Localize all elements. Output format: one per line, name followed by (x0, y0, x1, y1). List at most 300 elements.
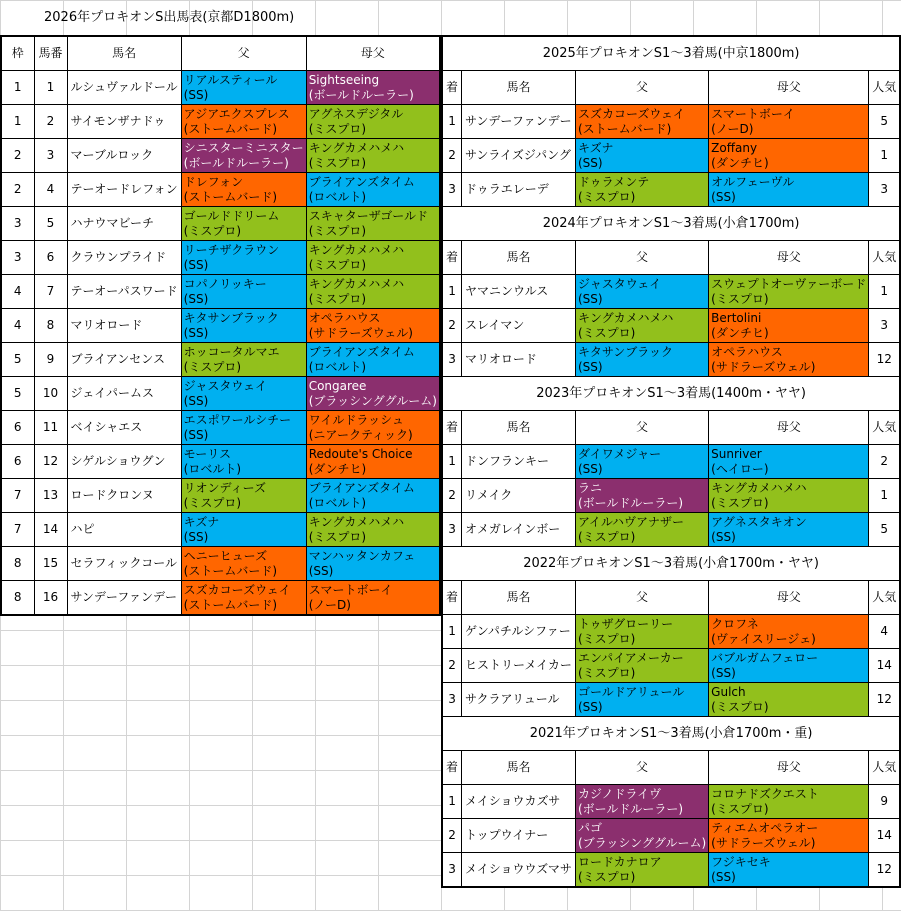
damsire-cell-name: バブルガムフェロー (711, 650, 819, 665)
damsire-cell-line: (ミスプロ) (711, 495, 769, 510)
sire-cell-line: (ボールドルーラー) (577, 801, 684, 816)
header-popularity: 人気 (869, 71, 901, 105)
umaban-cell: 11 (34, 411, 67, 445)
damsire-cell-name: コロナドズクエスト (711, 786, 819, 801)
horse-name-cell: マリオロード (67, 309, 181, 343)
header-sire: 父 (575, 241, 708, 275)
sire-cell-name: ゴールドアリュール (577, 684, 685, 699)
waku-cell: 8 (1, 581, 34, 616)
page-title: 2026年プロキオンS出馬表(京都D1800m) (44, 10, 295, 25)
damsire-cell (709, 785, 869, 819)
popularity-cell: 9 (869, 785, 901, 819)
sire-cell-line: (ボールドルーラー) (577, 495, 684, 510)
results-header-row (442, 751, 900, 785)
damsire-cell (306, 173, 440, 207)
horse-name-cell: ハピ (67, 513, 181, 547)
header-popularity: 人気 (869, 751, 901, 785)
table-row (442, 649, 900, 683)
sire-cell-line: (ボールドルーラー) (183, 155, 289, 170)
damsire-cell (709, 173, 869, 207)
damsire-cell-line: (SS) (711, 529, 736, 544)
waku-cell: 6 (1, 445, 34, 479)
damsire-cell-line: (サドラーズウェル) (711, 359, 816, 374)
damsire-cell-line: (ヴァイスリージェ) (711, 631, 816, 646)
horse-name-cell: サクラアリュール (462, 683, 576, 717)
sire-cell-name: ダイワメジャー (577, 446, 662, 461)
sire-cell-line: (ミスプロ) (183, 495, 242, 510)
sire-cell-name: ジャスタウェイ (183, 378, 267, 393)
race-title-row (442, 377, 900, 411)
damsire-cell-name: Redoute's Choice (308, 446, 413, 461)
sire-cell (575, 173, 708, 207)
umaban-cell: 13 (34, 479, 67, 513)
sire-cell-name: トゥザグローリー (577, 616, 674, 631)
sire-cell-line: (SS) (183, 87, 209, 102)
damsire-cell (709, 615, 869, 649)
table-row (1, 241, 440, 275)
results-header-row (442, 411, 900, 445)
damsire-cell-name: アグネスタキオン (711, 514, 807, 529)
damsire-cell-name: フジキセキ (711, 854, 771, 869)
damsire-cell (306, 343, 440, 377)
header-rank: 着 (442, 241, 462, 275)
damsire-cell (306, 105, 440, 139)
damsire-cell (709, 105, 869, 139)
umaban-cell: 9 (34, 343, 67, 377)
sire-cell (181, 241, 306, 275)
damsire-cell-line: (サドラーズウェル) (711, 835, 816, 850)
header-damsire: 母父 (709, 71, 869, 105)
sire-cell-name: スズカコーズウェイ (183, 582, 291, 597)
popularity-cell: 1 (869, 479, 901, 513)
popularity-cell: 3 (869, 173, 901, 207)
sire-cell (181, 71, 306, 105)
header-name: 馬名 (462, 581, 576, 615)
table-row (1, 343, 440, 377)
table-row (1, 445, 440, 479)
horse-name-cell: ヒストリーメイカー (462, 649, 576, 683)
umaban-cell: 10 (34, 377, 67, 411)
rank-cell: 3 (442, 853, 462, 888)
sire-cell-name: アジアエクスプレス (183, 106, 290, 121)
damsire-cell-name: ブライアンズタイム (308, 174, 415, 189)
table-row (442, 615, 900, 649)
sire-cell-line: (ストームバード) (183, 597, 278, 612)
sire-cell-line: (ストームバード) (183, 189, 278, 204)
umaban-cell: 14 (34, 513, 67, 547)
header-damsire: 母父 (709, 241, 869, 275)
sire-cell (575, 853, 708, 888)
popularity-cell: 2 (869, 445, 901, 479)
damsire-cell-line: (ボールドルーラー) (308, 87, 414, 102)
horse-name-cell: リメイク (462, 479, 576, 513)
sire-cell-name: パゴ (577, 820, 602, 835)
sire-cell-name: モーリス (183, 446, 231, 461)
sire-cell-name: エスポワールシチー (183, 412, 292, 427)
header-umaban: 馬番 (34, 36, 67, 71)
sire-cell (181, 309, 306, 343)
damsire-cell (709, 343, 869, 377)
damsire-cell-name: オペラハウス (308, 310, 381, 325)
damsire-cell-name: アグネスデジタル (308, 106, 404, 121)
header-sire: 父 (575, 71, 708, 105)
sire-cell-name: カジノドライヴ (577, 786, 662, 801)
sire-cell-line: (ブラッシンググルーム) (577, 835, 707, 850)
table-row (442, 309, 900, 343)
damsire-cell-line: (ダンチヒ) (308, 461, 367, 476)
damsire-cell-name: ワイルドラッシュ (308, 412, 404, 427)
damsire-cell-line: (SS) (308, 563, 334, 578)
sire-cell-name: ゴールドドリーム (183, 208, 280, 223)
horse-name-cell: ゲンパチルシファー (462, 615, 576, 649)
race-title: 2023年プロキオンS1～3着馬(1400m・ヤヤ) (442, 377, 900, 411)
table-row (442, 445, 900, 479)
sire-cell (181, 581, 306, 616)
popularity-cell: 14 (869, 649, 901, 683)
header-damsire: 母父 (709, 411, 869, 445)
umaban-cell: 12 (34, 445, 67, 479)
damsire-cell-name: オペラハウス (711, 344, 783, 359)
rank-cell: 3 (442, 513, 462, 547)
sire-cell-line: (ミスプロ) (577, 665, 636, 680)
damsire-cell-line: (ミスプロ) (711, 699, 769, 714)
damsire-cell-line: (ノーD) (711, 121, 754, 136)
horse-name-cell: オメガレインボー (462, 513, 576, 547)
horse-name-cell: ブライアンセンス (67, 343, 181, 377)
damsire-cell (306, 241, 440, 275)
sire-cell-name: ドゥラメンテ (577, 174, 650, 189)
sire-cell-name: キタサンブラック (577, 344, 673, 359)
damsire-cell-name: クロフネ (711, 616, 759, 631)
sire-cell-line: (ストームバード) (577, 121, 672, 136)
damsire-cell (306, 207, 440, 241)
sire-cell (575, 513, 708, 547)
popularity-cell: 12 (869, 683, 901, 717)
rank-cell: 1 (442, 105, 462, 139)
race-title: 2024年プロキオンS1～3着馬(小倉1700m) (442, 207, 900, 241)
rank-cell: 1 (442, 445, 462, 479)
damsire-cell-name: マンハッタンカフェ (308, 548, 416, 563)
table-row (442, 275, 900, 309)
rank-cell: 2 (442, 819, 462, 853)
damsire-cell-name: スキャターザゴールド (308, 208, 428, 223)
damsire-cell-line: (ロベルト) (308, 359, 367, 374)
horse-name-cell: ヤマニンウルス (462, 275, 576, 309)
sire-cell (181, 479, 306, 513)
horse-name-cell: メイショウウズマサ (462, 853, 576, 888)
rank-cell: 1 (442, 785, 462, 819)
table-row (1, 139, 440, 173)
sire-cell-name: ロードカナロア (577, 854, 662, 869)
rank-cell: 3 (442, 683, 462, 717)
horse-name-cell: シゲルショウグン (67, 445, 181, 479)
rank-cell: 2 (442, 479, 462, 513)
damsire-cell (306, 309, 440, 343)
sire-cell (575, 819, 708, 853)
header-name: 馬名 (462, 241, 576, 275)
sire-cell (575, 343, 708, 377)
horse-name-cell: サンデーファンデー (462, 105, 576, 139)
damsire-cell-line: (ヘイロー) (711, 461, 769, 476)
damsire-cell-line: (SS) (711, 869, 736, 884)
horse-name-cell: サンライズジパング (462, 139, 576, 173)
horse-name-cell: ハナウマビーチ (67, 207, 181, 241)
results-header-row (442, 241, 900, 275)
horse-name-cell: テーオードレフォン (67, 173, 181, 207)
sire-cell-line: (ミスプロ) (183, 359, 242, 374)
sire-cell-line: (SS) (577, 461, 603, 476)
waku-cell: 7 (1, 513, 34, 547)
damsire-cell-name: ティエムオペラオー (711, 820, 819, 835)
table-row (442, 105, 900, 139)
sire-cell-name: キズナ (577, 140, 614, 155)
damsire-cell-line: (ダンチヒ) (711, 155, 769, 170)
sire-cell (181, 547, 306, 581)
sire-cell-name: ジャスタウェイ (577, 276, 662, 291)
umaban-cell: 7 (34, 275, 67, 309)
horse-name-cell: ロードクロンヌ (67, 479, 181, 513)
sire-cell-name: キズナ (183, 514, 220, 529)
damsire-cell (709, 513, 869, 547)
waku-cell: 7 (1, 479, 34, 513)
damsire-cell-name: Bertolini (711, 310, 762, 325)
header-waku: 枠 (1, 36, 34, 71)
waku-cell: 4 (1, 275, 34, 309)
sire-cell-name: キタサンブラック (183, 310, 279, 325)
sire-cell-line: (ミスプロ) (577, 189, 636, 204)
horse-name-cell: マーブルロック (67, 139, 181, 173)
rank-cell: 3 (442, 343, 462, 377)
damsire-cell-name: キングカメハメハ (711, 480, 807, 495)
damsire-cell-name: スウェプトオーヴァーボード (711, 276, 867, 291)
waku-cell: 6 (1, 411, 34, 445)
sire-cell-line: (ミスプロ) (577, 325, 636, 340)
results-header-row (442, 581, 900, 615)
sire-cell (181, 139, 306, 173)
table-row (442, 853, 900, 888)
sire-cell-name: エンパイアメーカー (577, 650, 684, 665)
table-row (442, 683, 900, 717)
sire-cell (575, 785, 708, 819)
damsire-cell (306, 71, 440, 105)
damsire-cell-line: (ミスプロ) (308, 223, 367, 238)
horse-name-cell: クラウンプライド (67, 241, 181, 275)
sire-cell (575, 275, 708, 309)
damsire-cell-line: (ミスプロ) (308, 291, 367, 306)
results-header-row (442, 71, 900, 105)
horse-name-cell: トップウイナー (462, 819, 576, 853)
sire-cell (181, 207, 306, 241)
table-row (1, 581, 440, 616)
header-name: 馬名 (462, 411, 576, 445)
sire-cell (181, 343, 306, 377)
sire-cell (181, 411, 306, 445)
race-title: 2025年プロキオンS1～3着馬(中京1800m) (442, 36, 900, 71)
sire-cell-name: キングカメハメハ (577, 310, 674, 325)
table-row (442, 785, 900, 819)
race-title-row (442, 547, 900, 581)
damsire-cell-line: (ノーD) (308, 597, 351, 612)
damsire-cell-name: Sightseeing (308, 72, 380, 87)
race-title-row (442, 36, 900, 71)
damsire-cell (709, 445, 869, 479)
waku-cell: 4 (1, 309, 34, 343)
table-row (1, 105, 440, 139)
race-title: 2021年プロキオンS1～3着馬(小倉1700m・重) (442, 717, 900, 751)
damsire-cell-name: キングカメハメハ (308, 514, 405, 529)
sire-cell-name: ホッコータルマエ (183, 344, 280, 359)
horse-name-cell: ルシュヴァルドール (67, 71, 181, 105)
damsire-cell (306, 445, 440, 479)
damsire-cell (709, 853, 869, 888)
sire-cell-line: (ミスプロ) (183, 223, 242, 238)
sire-cell (575, 649, 708, 683)
header-popularity: 人気 (869, 411, 901, 445)
damsire-cell-line: (ロベルト) (308, 189, 367, 204)
waku-cell: 3 (1, 241, 34, 275)
sire-cell-line: (SS) (183, 529, 209, 544)
sire-cell-line: (SS) (577, 359, 603, 374)
damsire-cell-name: オルフェーヴル (711, 174, 795, 189)
sire-cell (181, 445, 306, 479)
sire-cell-name: アイルハヴアナザー (577, 514, 685, 529)
sire-cell-name: スズカコーズウェイ (577, 106, 685, 121)
horse-name-cell: サンデーファンデー (67, 581, 181, 616)
horse-name-cell: メイショウカズサ (462, 785, 576, 819)
damsire-cell (306, 581, 440, 616)
damsire-cell-line: (ミスプロ) (308, 155, 367, 170)
header-sire: 父 (181, 36, 306, 71)
header-rank: 着 (442, 71, 462, 105)
rank-cell: 2 (442, 309, 462, 343)
sire-cell-line: (ミスプロ) (577, 631, 636, 646)
damsire-cell (709, 139, 869, 173)
damsire-cell-line: (ミスプロ) (308, 529, 367, 544)
damsire-cell-line: (サドラーズウェル) (308, 325, 413, 340)
sire-cell-line: (SS) (577, 699, 603, 714)
rank-cell: 3 (442, 173, 462, 207)
sire-cell-line: (SS) (183, 257, 209, 272)
race-title: 2022年プロキオンS1～3着馬(小倉1700m・ヤヤ) (442, 547, 900, 581)
damsire-cell-name: Zoffany (711, 140, 758, 155)
sire-cell-name: ラニ (577, 480, 602, 495)
umaban-cell: 15 (34, 547, 67, 581)
popularity-cell: 1 (869, 139, 901, 173)
race-title-row (442, 207, 900, 241)
header-popularity: 人気 (869, 241, 901, 275)
rank-cell: 2 (442, 649, 462, 683)
sire-cell-line: (SS) (183, 325, 209, 340)
header-rank: 着 (442, 411, 462, 445)
waku-cell: 1 (1, 71, 34, 105)
horse-name-cell: ドンフランキー (462, 445, 576, 479)
table-row (1, 479, 440, 513)
table-row (1, 309, 440, 343)
sire-cell-line: (ミスプロ) (577, 529, 636, 544)
damsire-cell-line: (ダンチヒ) (711, 325, 769, 340)
popularity-cell: 4 (869, 615, 901, 649)
waku-cell: 5 (1, 343, 34, 377)
umaban-cell: 16 (34, 581, 67, 616)
header-rank: 着 (442, 751, 462, 785)
damsire-cell (306, 547, 440, 581)
damsire-cell-line: (ロベルト) (308, 495, 367, 510)
damsire-cell-name: キングカメハメハ (308, 242, 405, 257)
horse-name-cell: マリオロード (462, 343, 576, 377)
waku-cell: 2 (1, 139, 34, 173)
sire-cell (181, 275, 306, 309)
header-popularity: 人気 (869, 581, 901, 615)
header-damsire: 母父 (709, 751, 869, 785)
horse-name-cell: テーオーパスワード (67, 275, 181, 309)
table-row (1, 547, 440, 581)
damsire-cell (306, 411, 440, 445)
sire-cell-line: (SS) (577, 291, 603, 306)
damsire-cell-name: スマートボーイ (711, 106, 795, 121)
rank-cell: 1 (442, 615, 462, 649)
horse-name-cell: セラフィックコール (67, 547, 181, 581)
damsire-cell-line: (ミスプロ) (308, 121, 367, 136)
sire-cell-line: (ストームバード) (183, 121, 278, 136)
past-results-table (441, 35, 901, 888)
damsire-cell (709, 649, 869, 683)
sire-cell-name: リーチザクラウン (183, 242, 280, 257)
sire-cell-line: (ストームバード) (183, 563, 278, 578)
popularity-cell: 1 (869, 275, 901, 309)
header-name: 馬名 (67, 36, 181, 71)
popularity-cell: 14 (869, 819, 901, 853)
umaban-cell: 1 (34, 71, 67, 105)
umaban-cell: 8 (34, 309, 67, 343)
damsire-cell-line: (ミスプロ) (308, 257, 367, 272)
horse-name-cell: サイモンザナドゥ (67, 105, 181, 139)
horse-name-cell: ドゥラエレーデ (462, 173, 576, 207)
header-name: 馬名 (462, 751, 576, 785)
table-row (1, 207, 440, 241)
waku-cell: 5 (1, 377, 34, 411)
table-row (1, 275, 440, 309)
table-row (442, 819, 900, 853)
sire-cell-name: コパノリッキー (183, 276, 267, 291)
sire-cell-line: (ミスプロ) (577, 869, 636, 884)
damsire-cell (306, 275, 440, 309)
damsire-cell (709, 819, 869, 853)
sire-cell (575, 615, 708, 649)
sire-cell-name: ヘニーヒューズ (183, 548, 268, 563)
waku-cell: 2 (1, 173, 34, 207)
sire-cell-line: (SS) (183, 393, 209, 408)
umaban-cell: 6 (34, 241, 67, 275)
sire-cell (575, 683, 708, 717)
sire-cell-name: シニスターミニスター (183, 140, 304, 155)
header-name: 馬名 (462, 71, 576, 105)
sire-cell (181, 173, 306, 207)
sire-cell-name: ドレフォン (183, 174, 244, 189)
sire-cell (575, 479, 708, 513)
umaban-cell: 4 (34, 173, 67, 207)
damsire-cell (709, 683, 869, 717)
sire-cell (575, 105, 708, 139)
popularity-cell: 3 (869, 309, 901, 343)
table-row (1, 71, 440, 105)
entries-header-row (1, 36, 440, 71)
header-damsire: 母父 (709, 581, 869, 615)
damsire-cell-name: キングカメハメハ (308, 140, 405, 155)
sire-cell-line: (SS) (183, 291, 209, 306)
sire-cell (181, 513, 306, 547)
popularity-cell: 5 (869, 513, 901, 547)
damsire-cell (306, 377, 440, 411)
